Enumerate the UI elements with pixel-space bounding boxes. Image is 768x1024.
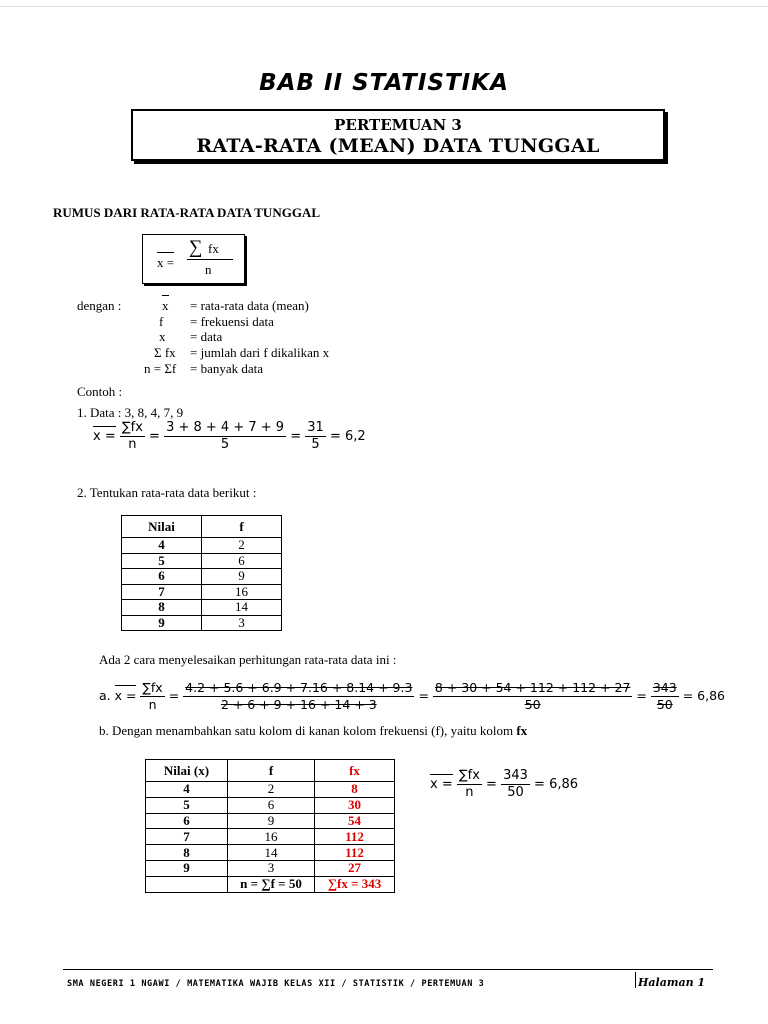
way-b-frac2-den: 50 bbox=[507, 785, 524, 800]
meeting-label: PERTEMUAN 3 bbox=[334, 116, 462, 134]
cell-nilai: 9 bbox=[122, 615, 202, 631]
cell-nilai: 9 bbox=[146, 860, 228, 876]
cell-nilai: 6 bbox=[146, 813, 228, 829]
formula-lhs-text: x = bbox=[157, 255, 175, 270]
def-desc-n: = banyak data bbox=[190, 361, 264, 376]
way-a-frac1-den: n bbox=[148, 697, 157, 712]
way-a-frac4-num: 343 bbox=[652, 680, 677, 695]
example1-result: = 6,2 bbox=[329, 429, 366, 444]
formula-lhs bbox=[157, 255, 174, 271]
cell-f: 9 bbox=[228, 813, 315, 829]
def-symbol-sigma-fx: Σ fx bbox=[154, 345, 176, 360]
way-b-text bbox=[99, 723, 527, 739]
table-row bbox=[146, 860, 395, 876]
way-a-lhs: x = bbox=[114, 688, 137, 703]
header-fx: fx bbox=[315, 760, 395, 782]
header-f: f bbox=[202, 516, 282, 538]
way-a-frac2 bbox=[183, 680, 414, 713]
example1-eq2: = bbox=[290, 429, 302, 444]
cell-fx: 112 bbox=[315, 829, 395, 845]
way-b-text-main: b. Dengan menambahkan satu kolom di kanan kolom frekuensi (f), yaitu kolom bbox=[99, 723, 514, 738]
cell-fx: 112 bbox=[315, 845, 395, 861]
header-nilai: Nilai bbox=[122, 516, 202, 538]
way-b-frac1-num: ∑fx bbox=[458, 768, 480, 783]
def-symbol-x: x bbox=[159, 329, 166, 344]
way-a-frac1-num: ∑fx bbox=[142, 680, 163, 695]
page-top-rule bbox=[0, 6, 768, 7]
def-symbol-mean-text: x bbox=[162, 298, 169, 313]
frequency-fx-table bbox=[145, 759, 395, 893]
way-a-label: a. bbox=[99, 688, 111, 703]
example1-frac1-num: ∑fx bbox=[121, 420, 143, 435]
way-b-frac2 bbox=[501, 768, 530, 801]
cell-total-empty bbox=[146, 876, 228, 892]
cell-total-f: n = ∑f = 50 bbox=[228, 876, 315, 892]
ways-text: Ada 2 cara menyelesaikan perhitungan rata-rata data ini : bbox=[99, 652, 397, 667]
way-a-frac3-den: 50 bbox=[524, 697, 541, 712]
cell-f: 6 bbox=[202, 553, 282, 569]
way-a-eq1: = bbox=[168, 688, 180, 703]
table-row bbox=[146, 797, 395, 813]
table-row bbox=[122, 584, 282, 600]
def-desc-f: = frekuensi data bbox=[190, 314, 274, 329]
formula-box bbox=[142, 234, 245, 284]
title-box bbox=[131, 109, 665, 161]
cell-nilai: 4 bbox=[122, 538, 202, 554]
def-symbol-n: n = Σf bbox=[144, 361, 177, 376]
example2-title: 2. Tentukan rata-rata data berikut : bbox=[77, 485, 257, 500]
def-symbol-mean bbox=[162, 298, 169, 314]
header-f: f bbox=[228, 760, 315, 782]
way-b-formula bbox=[430, 768, 578, 801]
table-row bbox=[122, 600, 282, 616]
cell-nilai: 4 bbox=[146, 782, 228, 798]
definitions-intro: dengan : bbox=[77, 298, 122, 313]
table-total-row bbox=[146, 876, 395, 892]
def-symbol-f: f bbox=[159, 314, 164, 329]
example1-frac2 bbox=[164, 420, 286, 453]
table-row bbox=[146, 813, 395, 829]
cell-total-fx: ∑fx = 343 bbox=[315, 876, 395, 892]
cell-nilai: 8 bbox=[146, 845, 228, 861]
way-a-frac4 bbox=[651, 680, 679, 713]
table-row bbox=[122, 538, 282, 554]
cell-nilai: 8 bbox=[122, 600, 202, 616]
example1-frac3 bbox=[305, 420, 326, 453]
cell-nilai: 6 bbox=[122, 569, 202, 585]
header-nilai-x: Nilai (x) bbox=[146, 760, 228, 782]
example1-frac2-den: 5 bbox=[220, 437, 230, 452]
example1-eq1: = bbox=[149, 429, 160, 444]
way-b-frac2-num: 343 bbox=[503, 768, 528, 783]
formula-sigma: ∑ bbox=[189, 237, 203, 258]
example1-frac1 bbox=[120, 420, 145, 453]
footer-page-number: Halaman 1 bbox=[638, 976, 706, 989]
way-b-frac1 bbox=[457, 768, 482, 801]
cell-fx: 54 bbox=[315, 813, 395, 829]
example1-frac3-den: 5 bbox=[311, 437, 320, 452]
way-a-eq3: = bbox=[636, 688, 647, 703]
topic-title: RATA-RATA (MEAN) DATA TUNGGAL bbox=[196, 135, 600, 157]
cell-f: 14 bbox=[228, 845, 315, 861]
cell-f: 6 bbox=[228, 797, 315, 813]
example1-lhs: x = bbox=[93, 429, 116, 444]
table-row bbox=[122, 553, 282, 569]
way-b-result: = 6,86 bbox=[534, 777, 579, 792]
table-header-row bbox=[122, 516, 282, 538]
formula-denominator: n bbox=[205, 262, 212, 277]
cell-f: 16 bbox=[228, 829, 315, 845]
example1-formula bbox=[93, 420, 366, 453]
section-heading: RUMUS DARI RATA-RATA DATA TUNGGAL bbox=[53, 205, 320, 220]
cell-f: 3 bbox=[228, 860, 315, 876]
chapter-title: BAB II STATISTIKA bbox=[259, 70, 509, 96]
cell-f: 16 bbox=[202, 584, 282, 600]
def-desc-sigma-fx: = jumlah dari f dikalikan x bbox=[190, 345, 330, 360]
table-row bbox=[122, 615, 282, 631]
example1-frac2-num: 3 + 8 + 4 + 7 + 9 bbox=[166, 420, 285, 435]
cell-nilai: 7 bbox=[146, 829, 228, 845]
way-a-formula bbox=[99, 680, 725, 713]
example1-title: 1. Data : 3, 8, 4, 7, 9 bbox=[77, 405, 184, 420]
table-row bbox=[146, 782, 395, 798]
way-b-eq1: = bbox=[486, 777, 497, 792]
cell-f: 2 bbox=[202, 538, 282, 554]
way-b-frac1-den: n bbox=[465, 785, 474, 800]
way-a-frac1 bbox=[140, 680, 164, 713]
cell-nilai: 5 bbox=[122, 553, 202, 569]
way-b-text-bold: fx bbox=[516, 723, 528, 738]
way-a-frac2-num: 4.2 + 5.6 + 6.9 + 7.16 + 8.14 + 9.3 bbox=[185, 680, 413, 695]
cell-fx: 27 bbox=[315, 860, 395, 876]
way-a-frac2-den: 2 + 6 + 9 + 16 + 14 + 3 bbox=[220, 697, 377, 712]
cell-f: 14 bbox=[202, 600, 282, 616]
way-a-frac3 bbox=[433, 680, 633, 713]
way-b-lhs: x = bbox=[430, 777, 453, 792]
example1-frac1-den: n bbox=[128, 437, 137, 452]
def-desc-x: = data bbox=[190, 329, 223, 344]
cell-f: 3 bbox=[202, 615, 282, 631]
table-row bbox=[122, 569, 282, 585]
frequency-table bbox=[121, 515, 282, 631]
cell-fx: 30 bbox=[315, 797, 395, 813]
example-label: Contoh : bbox=[77, 384, 123, 399]
way-a-eq2: = bbox=[418, 688, 429, 703]
cell-nilai: 7 bbox=[122, 584, 202, 600]
table-row bbox=[146, 829, 395, 845]
way-a-frac3-num: 8 + 30 + 54 + 112 + 112 + 27 bbox=[434, 680, 631, 695]
cell-nilai: 5 bbox=[146, 797, 228, 813]
cell-f: 2 bbox=[228, 782, 315, 798]
example1-frac3-num: 31 bbox=[307, 420, 324, 435]
table-row bbox=[146, 845, 395, 861]
cell-fx: 8 bbox=[315, 782, 395, 798]
def-desc-mean: = rata-rata data (mean) bbox=[190, 298, 309, 313]
way-a-frac4-den: 50 bbox=[656, 697, 673, 712]
footer-rule bbox=[63, 969, 713, 970]
cell-f: 9 bbox=[202, 569, 282, 585]
way-a-result: = 6,86 bbox=[682, 688, 725, 703]
formula-fraction-bar bbox=[187, 259, 233, 260]
formula-numerator: fx bbox=[208, 241, 219, 256]
table-header-row bbox=[146, 760, 395, 782]
footer-text: SMA NEGERI 1 NGAWI / MATEMATIKA WAJIB KELAS XII / STATISTIK / PERTEMUAN 3 bbox=[67, 979, 485, 989]
